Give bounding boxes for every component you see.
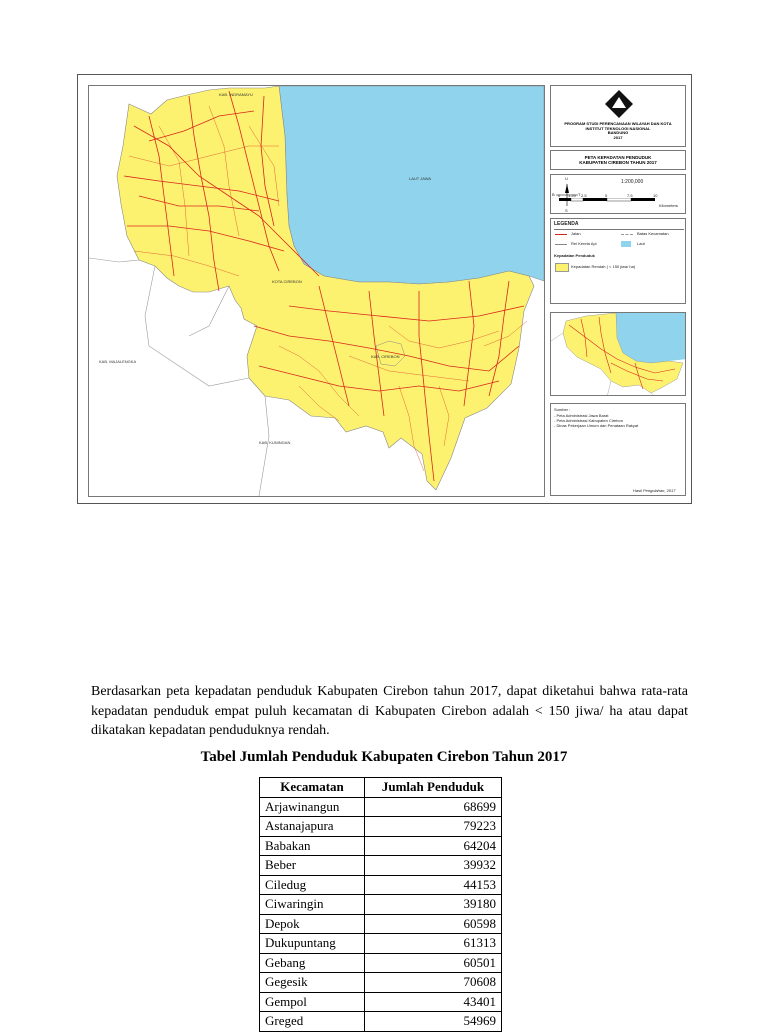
table-row — [260, 934, 502, 954]
cell-jumlah: 44153 — [365, 875, 502, 895]
density-swatch — [555, 263, 569, 272]
population-table — [259, 777, 502, 1032]
map-graphic — [89, 86, 544, 496]
table-row — [260, 856, 502, 876]
label-kab-cirebon: KAB. CIREBON — [371, 354, 400, 359]
cell-kecamatan: Beber — [260, 856, 365, 876]
map-title-panel — [550, 150, 686, 170]
legend-road: Jalan — [571, 231, 581, 236]
table-row — [260, 992, 502, 1012]
legend-divider — [554, 229, 684, 230]
legend-density-low: Kepadatan Rendah ( < 150 jiwa/ ha) — [571, 264, 636, 269]
cell-kecamatan: Gegesik — [260, 973, 365, 993]
cell-jumlah: 43401 — [365, 992, 502, 1012]
scale-unit: Kilometers — [659, 203, 678, 208]
institution-line: BANDUNG — [607, 130, 629, 136]
sea-area — [279, 86, 544, 284]
scale-tick: 5 — [605, 193, 608, 198]
scale-panel — [550, 174, 686, 214]
cell-kecamatan: Arjawinangun — [260, 797, 365, 817]
label-kuningan: KAB. KUNINGAN — [259, 440, 291, 445]
cell-kecamatan: Gempol — [260, 992, 365, 1012]
inset-map — [550, 312, 686, 396]
table-row — [260, 953, 502, 973]
table-row — [260, 817, 502, 837]
cell-jumlah: 70608 — [365, 973, 502, 993]
cell-jumlah: 64204 — [365, 836, 502, 856]
cell-kecamatan: Ciledug — [260, 875, 365, 895]
scale-bar — [559, 198, 669, 202]
scale-tick: 0 — [558, 193, 561, 198]
source-item: - Dinas Pekerjaan Umum dan Penataan Rakyat — [554, 423, 639, 428]
institution-line: 2017 — [613, 134, 623, 140]
cell-jumlah: 79223 — [365, 817, 502, 837]
legend-density-heading: Kepadatan Penduduk — [554, 253, 595, 258]
legend-sea: Laut — [637, 241, 645, 246]
institution-logo — [551, 86, 687, 122]
table-row — [260, 836, 502, 856]
scale-tick: 2.5 — [581, 193, 587, 198]
inset-graphic — [551, 313, 686, 396]
sea-swatch — [621, 241, 631, 247]
rail-swatch — [555, 244, 567, 245]
cell-kecamatan: Babakan — [260, 836, 365, 856]
map-title-line: PETA KEPADATAN PENDUDUK — [584, 155, 652, 160]
label-kota-cirebon: KOTA CIREBON — [272, 279, 302, 284]
cell-kecamatan: Ciwaringin — [260, 895, 365, 915]
table-row — [260, 875, 502, 895]
body-paragraph: Berdasarkan peta kepadatan penduduk Kabupaten Cirebon tahun 2017, dapat diketahui bahwa rata-rata kepadatan penduduk empat puluh kecamatan di Kabupaten Cirebon adalah < 150 jiwa/ ha atau dapat dikatakan kepadatan penduduknya rendah. — [91, 684, 688, 738]
table-row — [260, 914, 502, 934]
cell-kecamatan: Dukupuntang — [260, 934, 365, 954]
header-kecamatan: Kecamatan — [260, 778, 365, 798]
table-row — [260, 797, 502, 817]
compass-south: S — [565, 208, 568, 213]
cell-jumlah: 60501 — [365, 953, 502, 973]
scale-ratio: 1:200,000 — [621, 179, 644, 185]
source-item: - Peta Administrasi Jawa Barat — [554, 413, 609, 418]
legend-heading: LEGENDA — [554, 221, 579, 227]
label-sea: LAUT JAWA — [409, 176, 432, 181]
legend-rail: Rel Kereta Api — [571, 241, 597, 246]
boundary-swatch — [621, 234, 633, 235]
road-swatch — [555, 234, 567, 235]
table-header-row — [260, 778, 502, 798]
header-jumlah: Jumlah Penduduk — [365, 778, 502, 798]
compass-east: T — [578, 192, 581, 197]
cell-jumlah: 60598 — [365, 914, 502, 934]
source-panel — [550, 403, 686, 496]
cell-jumlah: 61313 — [365, 934, 502, 954]
legend-boundary: Batas Kecamatan — [637, 231, 669, 236]
cell-kecamatan: Astanajapura — [260, 817, 365, 837]
cell-kecamatan: Greged — [260, 1012, 365, 1032]
logo-panel — [550, 85, 686, 147]
table-row — [260, 1012, 502, 1032]
legend-panel — [550, 218, 686, 304]
cell-jumlah: 68699 — [365, 797, 502, 817]
cell-kecamatan: Depok — [260, 914, 365, 934]
label-indramayu: KAB. INDRAMAYU — [219, 92, 253, 97]
cell-jumlah: 39932 — [365, 856, 502, 876]
source-heading: Sumber : — [554, 407, 571, 412]
institution-line: PROGRAM STUDI PERENCANAAN WILAYAH DAN KOTA — [564, 121, 672, 126]
institution-line: INSTITUT TEKNOLOGI NASIONAL — [585, 125, 651, 131]
map-figure — [77, 74, 692, 504]
table-row — [260, 895, 502, 915]
map-area — [88, 85, 545, 497]
source-footer: Hasil Pengolahan, 2017 — [633, 488, 676, 493]
scale-tick: 10 — [653, 193, 658, 198]
table-title: Tabel Jumlah Penduduk Kabupaten Cirebon Tahun 2017 — [200, 749, 568, 765]
source-item: - Peta Administrasi Kabupaten Cirebon — [554, 418, 623, 423]
cell-kecamatan: Gebang — [260, 953, 365, 973]
scale-tick: 1.25 — [568, 193, 576, 198]
cell-jumlah: 54969 — [365, 1012, 502, 1032]
label-majalengka: KAB. MAJALENGKA — [99, 359, 137, 364]
table-row — [260, 973, 502, 993]
compass-west: B — [552, 192, 555, 197]
compass-north: U — [565, 176, 568, 181]
scale-tick: 7.5 — [627, 193, 633, 198]
cell-jumlah: 39180 — [365, 895, 502, 915]
map-title-line: KABUPATEN CIREBON TAHUN 2017 — [579, 160, 657, 165]
institution-text — [551, 122, 685, 140]
